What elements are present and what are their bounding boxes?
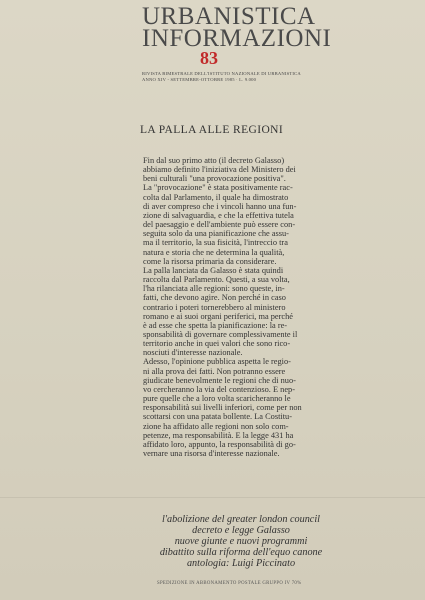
article-line: vo cercheranno la via del contenzioso. E nep- — [143, 384, 295, 394]
article-line: romano e ai suoi organi periferici, ma perché — [143, 311, 293, 321]
article-line: scottarsi con una patata bollente. La Costitu- — [143, 412, 292, 422]
article-line: ni alla prova dei fatti. Non potranno essere — [143, 366, 286, 376]
article-line: zione di salvaguardia, e che la effettiva tutela — [143, 210, 294, 220]
article-line: pure quelle che a loro volta scaricheranno le — [143, 394, 291, 404]
article-line: contrario i poteri tornerebbero al ministero — [143, 302, 286, 312]
article-line: vernare una risorsa d'interesse nazionale. — [143, 449, 280, 458]
article-line: nosciuti d'interesse nazionale. — [143, 348, 243, 358]
issue-number: 83 — [200, 48, 218, 68]
article-line: raccolta dal Parlamento. Questi, a sua volta, — [143, 275, 290, 285]
article-line: fatti, che devono agire. Non perché in caso — [143, 293, 286, 303]
contents-item: decreto e legge Galasso — [192, 525, 290, 536]
article-line: beni culturali "una provocazione positiva". — [143, 174, 286, 184]
article-line: l'ha rilanciata alle regioni: sono queste, in- — [143, 284, 285, 294]
article-line: come la risorsa primaria da considerare. — [143, 256, 277, 266]
article-line: ma il territorio, la sua fisicità, l'intreccio tra — [143, 238, 288, 248]
article-line: di aver compreso che i vincoli hanno una fun- — [143, 201, 297, 211]
article-heading: LA PALLA ALLE REGIONI — [140, 124, 284, 136]
masthead — [142, 3, 332, 52]
article-line: zione ha affidato alle regioni non solo com- — [143, 421, 289, 431]
contents-item: antologia: Luigi Piccinato — [186, 558, 296, 569]
masthead-title-line1: URBANISTICA — [142, 3, 316, 30]
article-line: è ad esse che spetta la pianificazione: la re- — [143, 320, 288, 330]
article-line: giudicate benevolmente le regioni che di nuo- — [143, 375, 296, 385]
subtitle-line2: ANNO XIV - SETTEMBRE-OTTOBRE 1985 · L. 9.000 — [142, 77, 257, 82]
article-line: abbiamo definito l'iniziativa del Ministero dei — [143, 165, 296, 175]
article-line: colta dal Parlamento, il quale ha dimostrato — [143, 192, 289, 202]
article-line: responsabilità sui livelli inferiori, come per non — [143, 403, 302, 413]
contents-item: l'abolizione del greater london council — [162, 514, 320, 525]
article-line: territorio anche in quei valori che sono rico- — [143, 339, 291, 349]
issue-contents — [96, 514, 386, 569]
article-line: Fin dal suo primo atto (il decreto Galasso) — [143, 156, 285, 165]
article-line: La "provocazione" è stata positivamente rac- — [143, 183, 293, 193]
article-line: La palla lanciata da Galasso è stata quindi — [143, 265, 284, 275]
masthead-subtitle — [142, 71, 332, 83]
article-line: Adesso, l'opinione pubblica aspetta le regio- — [143, 357, 291, 367]
article-line: natura e storia che ne determina la qualità, — [143, 247, 285, 257]
masthead-title-line2: INFORMAZIONI — [142, 25, 332, 52]
section-divider — [0, 497, 425, 498]
article-line: petenze, ma responsabilità. E la legge 431 ha — [143, 430, 294, 440]
subtitle-line1: RIVISTA BIMESTRALE DELL'ISTITUTO NAZIONALE DI URBANISTICA — [142, 71, 301, 76]
postal-notice: SPEDIZIONE IN ABBONAMENTO POSTALE GRUPPO IV 70% — [157, 581, 302, 586]
article-line: sponsabilità di governare complessivamente il — [143, 329, 298, 339]
article-body — [143, 156, 325, 458]
contents-item: nuove giunte e nuovi programmi — [174, 536, 308, 547]
article-line: affidato loro, appunto, la responsabilità di go- — [143, 439, 296, 449]
article-line: seguita solo da una pianificazione che assu- — [143, 229, 289, 239]
contents-item: dibattito sulla riforma dell'equo canone — [159, 547, 323, 558]
article-line: del paesaggio e dell'ambiente può essere con- — [143, 220, 296, 230]
